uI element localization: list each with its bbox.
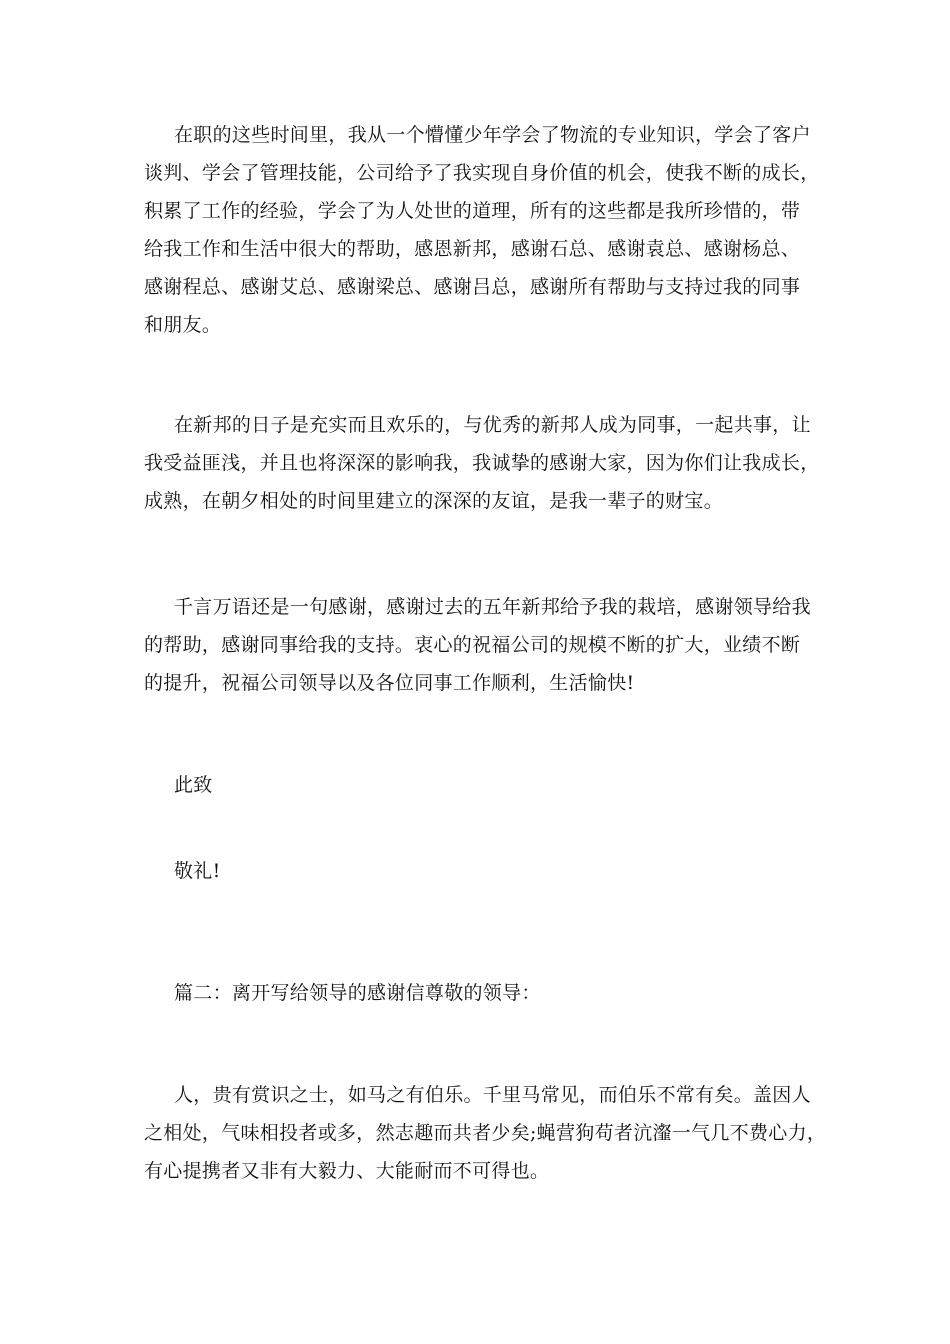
paragraph-line: 的提升，祝福公司领导以及各位同事工作顺利，生活愉快! (144, 672, 635, 694)
section-heading (144, 974, 814, 1012)
paragraph-line: 有心提携者又非有大毅力、大能耐而不可得也。 (144, 1160, 550, 1182)
paragraph-line: 之相处，气味相投者或多，然志趣而共者少矣;蝇营狗苟者沆瀣一气几不费心力， (144, 1122, 827, 1144)
closing-salutation (144, 766, 814, 804)
paragraph-gratitude-growth (144, 116, 820, 344)
paragraph-line: 此致 (174, 774, 213, 796)
paragraph-line: 积累了工作的经验，学会了为人处世的道理，所有的这些都是我所珍惜的，带 (144, 200, 801, 222)
paragraph-line: 人，贵有赏识之士，如马之有伯乐。千里马常见，而伯乐不常有矣。盖因人 (174, 1084, 811, 1106)
paragraph-line: 敬礼! (174, 860, 221, 882)
paragraph-line: 和朋友。 (144, 314, 222, 336)
paragraph-line: 成熟，在朝夕相处的时间里建立的深深的友谊，是我一辈子的财宝。 (144, 490, 724, 512)
paragraph-line: 感谢程总、感谢艾总、感谢梁总、感谢吕总，感谢所有帮助与支持过我的同事 (144, 276, 801, 298)
paragraph-line: 的帮助，感谢同事给我的支持。衷心的祝福公司的规模不断的扩大，业绩不断 (144, 634, 801, 656)
paragraph-line: 千言万语还是一句感谢，感谢过去的五年新邦给予我的栽培，感谢领导给我 (174, 596, 811, 618)
paragraph-line: 我受益匪浅，并且也将深深的影响我，我诚挚的感谢大家，因为你们让我成长， (144, 452, 820, 474)
paragraph-thanks-and-wishes (144, 588, 814, 702)
closing-regards (144, 852, 814, 890)
paragraph-line: 篇二：离开写给领导的感谢信尊敬的领导： (174, 982, 541, 1004)
paragraph-line: 在职的这些时间里，我从一个懵懂少年学会了物流的专业知识，学会了客户 (174, 124, 811, 146)
paragraph-line: 在新邦的日子是充实而且欢乐的，与优秀的新邦人成为同事，一起共事，让 (174, 414, 811, 436)
paragraph-line: 给我工作和生活中很大的帮助，感恩新邦，感谢石总、感谢袁总、感谢杨总、 (144, 238, 801, 260)
paragraph-days-at-company (144, 406, 820, 520)
paragraph-appreciation (144, 1076, 827, 1190)
paragraph-line: 谈判、学会了管理技能，公司给予了我实现自身价值的机会，使我不断的成长， (144, 162, 820, 184)
